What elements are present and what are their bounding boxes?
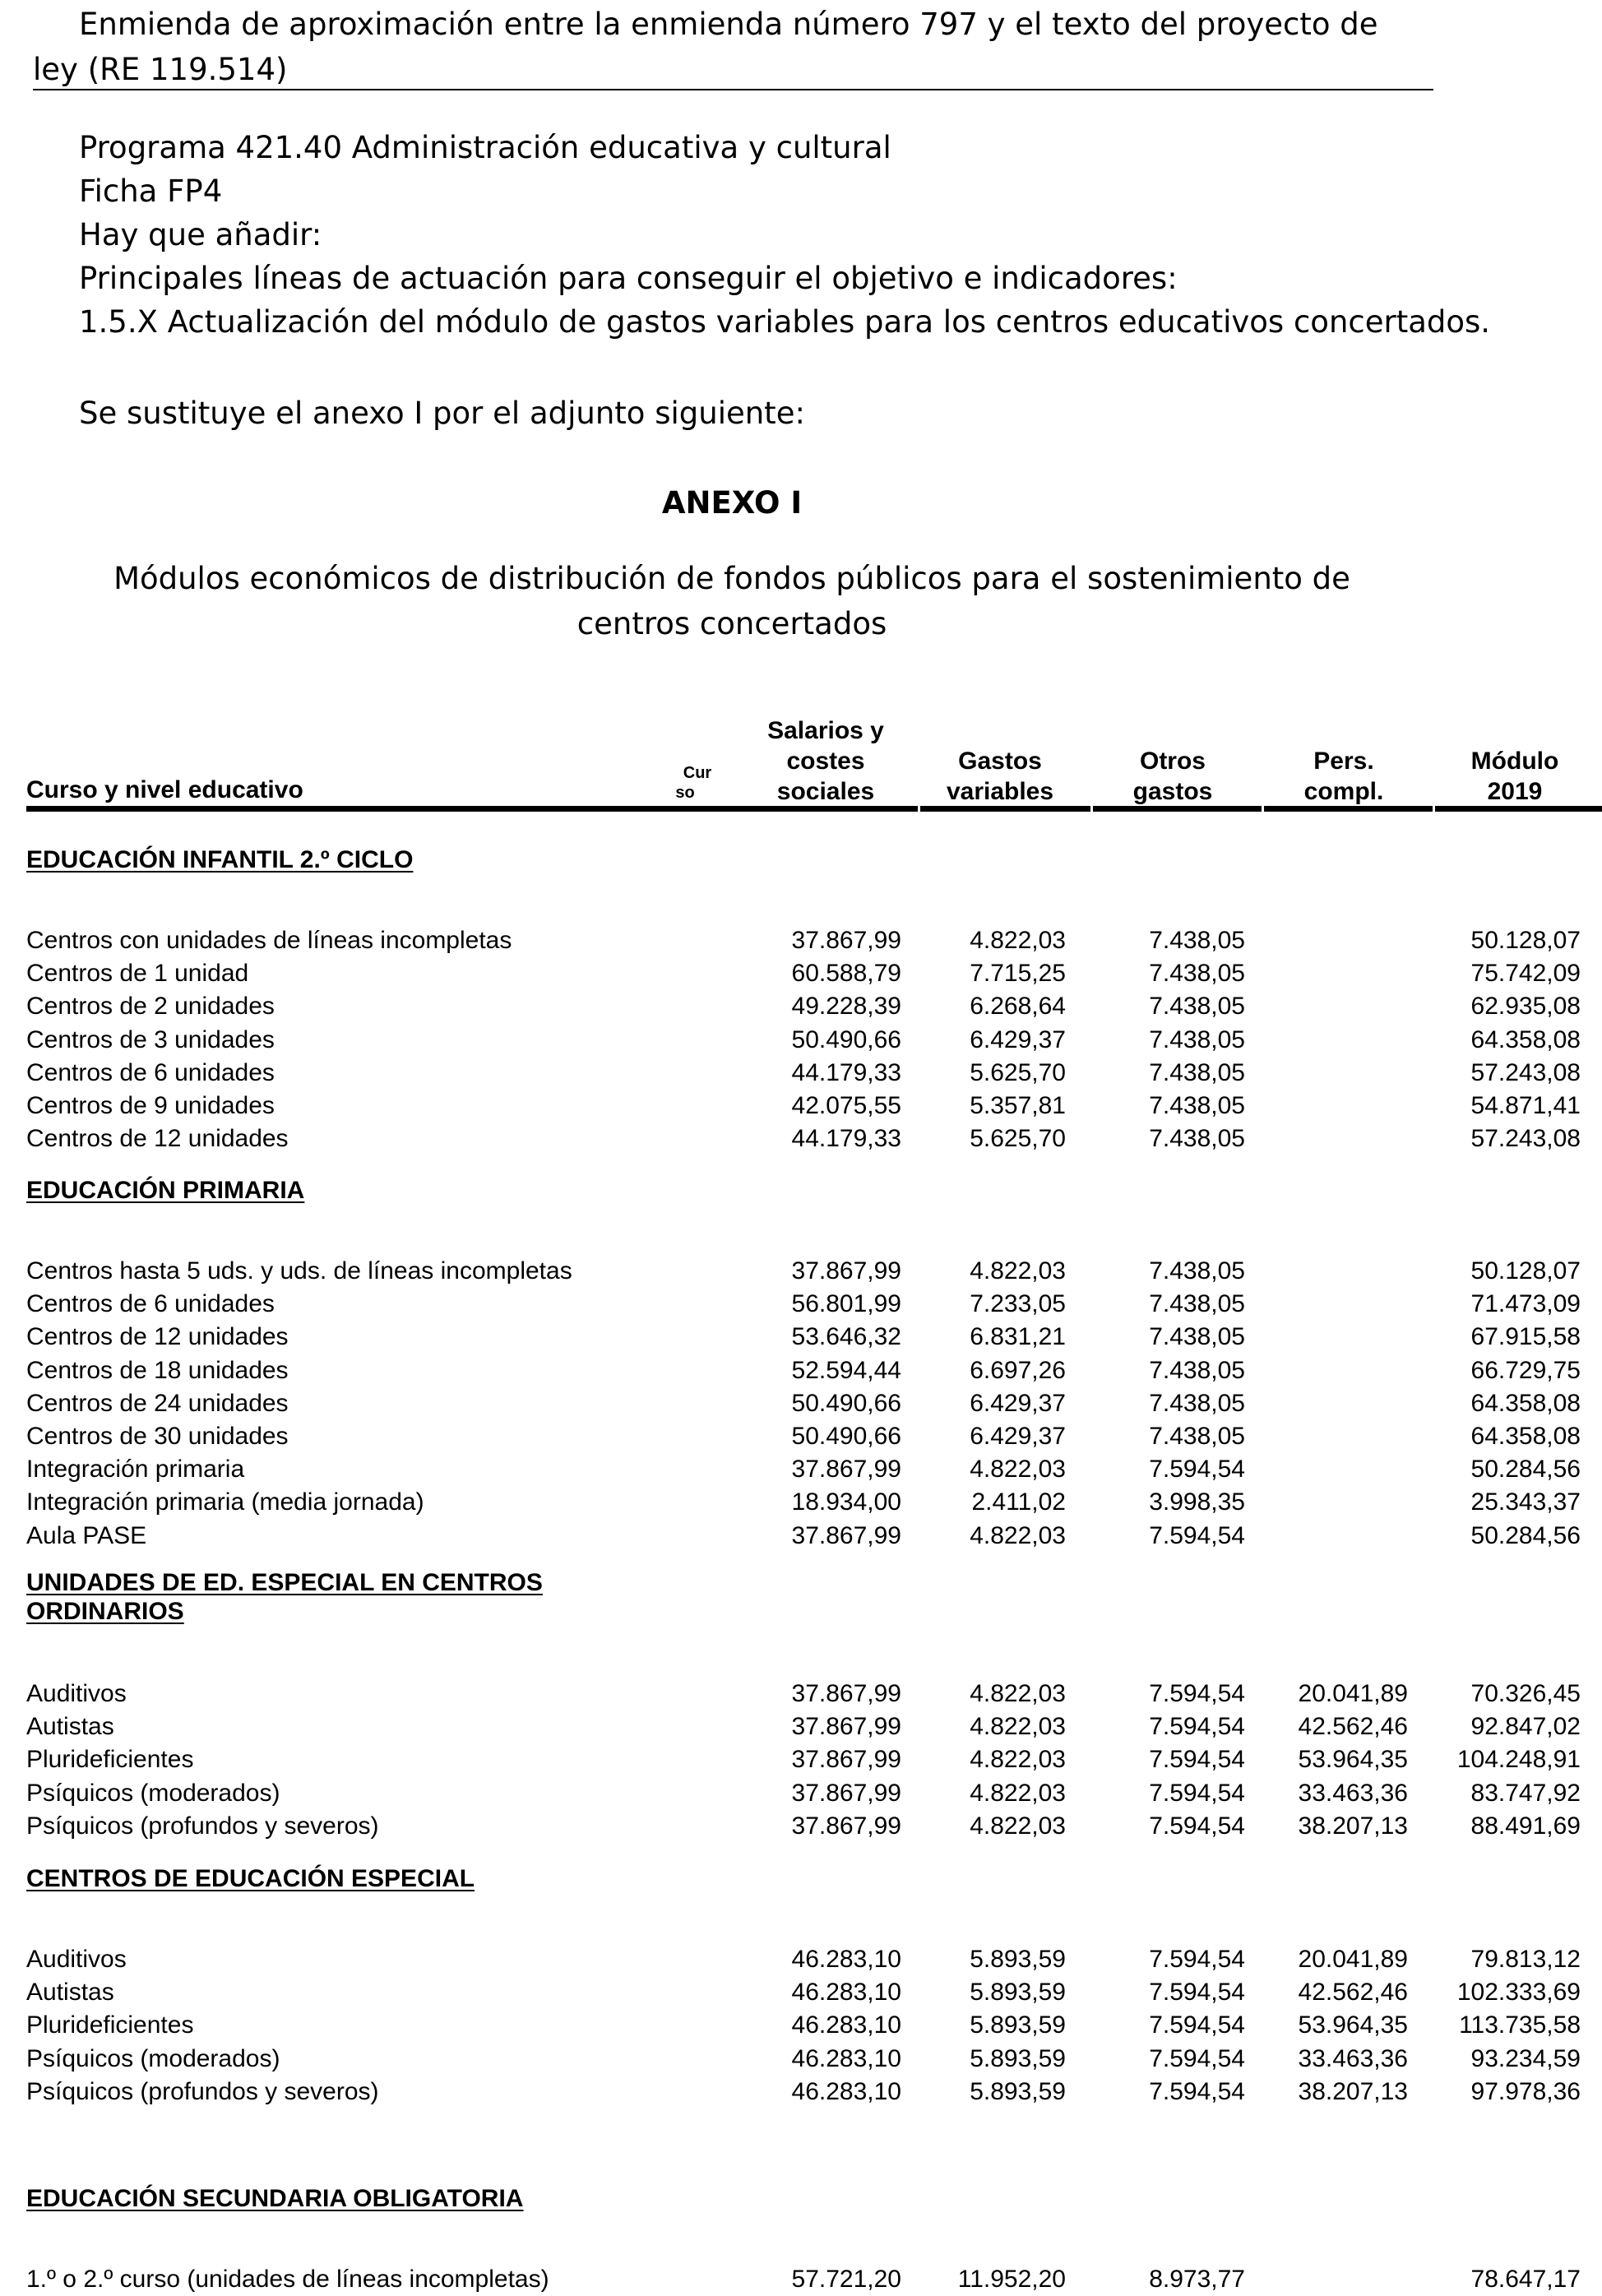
cell-modulo-2019: 64.358,08 bbox=[1470, 1389, 1581, 1417]
cell-pers-compl: 53.964,35 bbox=[1298, 1746, 1408, 1774]
header-rule-gap bbox=[1262, 806, 1264, 812]
table-row bbox=[0, 1453, 1602, 1486]
cell-otros-gastos: 7.438,05 bbox=[1149, 1323, 1245, 1351]
cell-gastos-variables: 4.822,03 bbox=[970, 927, 1066, 954]
cell-modulo-2019: 64.358,08 bbox=[1470, 1025, 1581, 1053]
cell-salarios: 42.075,55 bbox=[791, 1092, 901, 1119]
cell-otros-gastos: 7.594,54 bbox=[1149, 2044, 1245, 2072]
cell-salarios: 49.228,39 bbox=[791, 993, 901, 1021]
cell-gastos-variables: 7.233,05 bbox=[970, 1290, 1066, 1318]
row-label: Centros de 12 unidades bbox=[26, 1125, 289, 1153]
cell-salarios: 37.867,99 bbox=[791, 1257, 901, 1285]
table-row bbox=[0, 2263, 1602, 2296]
cell-modulo-2019: 50.128,07 bbox=[1470, 1257, 1581, 1285]
cell-salarios: 37.867,99 bbox=[791, 1746, 901, 1774]
cell-otros-gastos: 7.594,54 bbox=[1149, 1746, 1245, 1774]
header-rule-gap bbox=[918, 806, 920, 812]
cell-otros-gastos: 7.594,54 bbox=[1149, 1680, 1245, 1707]
cell-otros-gastos: 7.438,05 bbox=[1149, 1058, 1245, 1086]
cell-salarios: 50.490,66 bbox=[791, 1423, 901, 1450]
cell-salarios: 50.490,66 bbox=[791, 1389, 901, 1417]
table-row bbox=[0, 957, 1602, 990]
table-row bbox=[0, 1420, 1602, 1453]
row-label: Centros de 30 unidades bbox=[26, 1423, 289, 1450]
cell-gastos-variables: 4.822,03 bbox=[970, 1713, 1066, 1741]
cell-gastos-variables: 6.831,21 bbox=[970, 1323, 1066, 1351]
cell-gastos-variables: 11.952,20 bbox=[957, 2266, 1066, 2293]
cell-modulo-2019: 83.747,92 bbox=[1470, 1779, 1581, 1807]
cell-modulo-2019: 92.847,02 bbox=[1470, 1713, 1581, 1741]
cell-modulo-2019: 57.243,08 bbox=[1470, 1125, 1581, 1153]
row-label: Centros de 6 unidades bbox=[26, 1058, 275, 1086]
cell-modulo-2019: 50.284,56 bbox=[1470, 1521, 1581, 1549]
cell-salarios: 52.594,44 bbox=[791, 1356, 901, 1384]
cell-pers-compl: 42.562,46 bbox=[1298, 1979, 1408, 2007]
cell-modulo-2019: 54.871,41 bbox=[1470, 1092, 1581, 1119]
cell-modulo-2019: 71.473,09 bbox=[1470, 1290, 1581, 1318]
row-label: Centros de 1 unidad bbox=[26, 960, 249, 988]
cell-gastos-variables: 7.715,25 bbox=[970, 960, 1066, 988]
table-row bbox=[0, 1486, 1602, 1519]
table-row bbox=[0, 1387, 1602, 1420]
cell-modulo-2019: 70.326,45 bbox=[1470, 1680, 1581, 1707]
row-label: Centros de 12 unidades bbox=[26, 1323, 289, 1351]
intro-line-actualizacion: 1.5.X Actualización del módulo de gastos variables para los centros educativos concertados. bbox=[79, 304, 1491, 340]
cell-gastos-variables: 6.268,64 bbox=[970, 993, 1066, 1021]
cell-modulo-2019: 66.729,75 bbox=[1470, 1356, 1581, 1384]
cell-gastos-variables: 4.822,03 bbox=[970, 1521, 1066, 1549]
cell-gastos-variables: 5.625,70 bbox=[970, 1125, 1066, 1153]
intro-line-ficha: Ficha FP4 bbox=[79, 174, 223, 209]
cell-salarios: 37.867,99 bbox=[791, 1680, 901, 1707]
row-label: Integración primaria (media jornada) bbox=[26, 1488, 424, 1516]
cell-modulo-2019: 79.813,12 bbox=[1470, 1946, 1581, 1973]
row-label: Aula PASE bbox=[26, 1521, 147, 1549]
table-row bbox=[0, 990, 1602, 1023]
table-row bbox=[0, 1255, 1602, 1288]
intro-block bbox=[79, 126, 1559, 344]
cell-gastos-variables: 6.697,26 bbox=[970, 1356, 1066, 1384]
cell-otros-gastos: 7.438,05 bbox=[1149, 1092, 1245, 1119]
cell-gastos-variables: 4.822,03 bbox=[970, 1680, 1066, 1707]
cell-otros-gastos: 7.594,54 bbox=[1149, 1979, 1245, 2007]
row-label: Centros de 2 unidades bbox=[26, 993, 275, 1021]
cell-otros-gastos: 7.594,54 bbox=[1149, 1713, 1245, 1741]
cell-otros-gastos: 7.594,54 bbox=[1149, 1521, 1245, 1549]
intro-line-lineas: Principales líneas de actuación para conseguir el objetivo e indicadores: bbox=[79, 261, 1178, 296]
intro-line-anadir: Hay que añadir: bbox=[79, 217, 322, 252]
cell-otros-gastos: 7.438,05 bbox=[1149, 1290, 1245, 1318]
cell-otros-gastos: 7.438,05 bbox=[1149, 1125, 1245, 1153]
cell-pers-compl: 20.041,89 bbox=[1298, 1946, 1408, 1973]
cell-gastos-variables: 5.357,81 bbox=[970, 1092, 1066, 1119]
row-label: Centros hasta 5 uds. y uds. de líneas incompletas bbox=[26, 1257, 572, 1285]
cell-modulo-2019: 88.491,69 bbox=[1470, 1812, 1581, 1840]
cell-modulo-2019: 57.243,08 bbox=[1470, 1058, 1581, 1086]
row-label: Psíquicos (moderados) bbox=[26, 2044, 280, 2072]
row-label: Centros de 6 unidades bbox=[26, 1290, 275, 1318]
table-row bbox=[0, 2043, 1602, 2076]
cell-otros-gastos: 8.973,77 bbox=[1149, 2266, 1245, 2293]
cell-modulo-2019: 102.333,69 bbox=[1456, 1979, 1581, 2007]
col-header-curso-top: Cur bbox=[683, 764, 712, 782]
cell-otros-gastos: 7.438,05 bbox=[1149, 1025, 1245, 1053]
cell-salarios: 37.867,99 bbox=[791, 1812, 901, 1840]
table-row bbox=[0, 1354, 1602, 1387]
cell-gastos-variables: 4.822,03 bbox=[970, 1746, 1066, 1774]
cell-otros-gastos: 7.438,05 bbox=[1149, 1356, 1245, 1384]
table-row bbox=[0, 1057, 1602, 1090]
table-row bbox=[0, 1710, 1602, 1743]
cell-modulo-2019: 93.234,59 bbox=[1470, 2044, 1581, 2072]
annex-subtitle: Módulos económicos de distribución de fondos públicos para el sostenimiento de centros concertados bbox=[113, 561, 1350, 641]
cell-otros-gastos: 7.438,05 bbox=[1149, 1389, 1245, 1417]
table-row bbox=[0, 1976, 1602, 2009]
header-rule bbox=[26, 806, 1602, 812]
cell-salarios: 44.179,33 bbox=[791, 1058, 901, 1086]
cell-pers-compl: 38.207,13 bbox=[1298, 1812, 1408, 1840]
cell-otros-gastos: 7.594,54 bbox=[1149, 1812, 1245, 1840]
cell-salarios: 46.283,10 bbox=[791, 2044, 901, 2072]
cell-salarios: 46.283,10 bbox=[791, 2011, 901, 2039]
cell-modulo-2019: 104.248,91 bbox=[1456, 1746, 1581, 1774]
cell-otros-gastos: 7.438,05 bbox=[1149, 1257, 1245, 1285]
cell-salarios: 37.867,99 bbox=[791, 927, 901, 954]
row-label: Psíquicos (profundos y severos) bbox=[26, 2077, 379, 2105]
cell-gastos-variables: 4.822,03 bbox=[970, 1456, 1066, 1484]
row-label: Centros de 3 unidades bbox=[26, 1025, 275, 1053]
cell-gastos-variables: 5.625,70 bbox=[970, 1058, 1066, 1086]
table-row bbox=[0, 1321, 1602, 1354]
cell-gastos-variables: 5.893,59 bbox=[970, 1979, 1066, 2007]
section-title: EDUCACIÓN PRIMARIA bbox=[26, 1177, 305, 1204]
cell-salarios: 46.283,10 bbox=[791, 1979, 901, 2007]
cell-salarios: 56.801,99 bbox=[791, 1290, 901, 1318]
cell-gastos-variables: 4.822,03 bbox=[970, 1779, 1066, 1807]
cell-gastos-variables: 4.822,03 bbox=[970, 1812, 1066, 1840]
cell-otros-gastos: 7.594,54 bbox=[1149, 2077, 1245, 2105]
cell-otros-gastos: 7.594,54 bbox=[1149, 1779, 1245, 1807]
cell-otros-gastos: 7.594,54 bbox=[1149, 2011, 1245, 2039]
cell-salarios: 18.934,00 bbox=[791, 1488, 901, 1516]
cell-gastos-variables: 5.893,59 bbox=[970, 2011, 1066, 2039]
cell-pers-compl: 33.463,36 bbox=[1298, 2044, 1408, 2072]
cell-gastos-variables: 4.822,03 bbox=[970, 1257, 1066, 1285]
cell-gastos-variables: 6.429,37 bbox=[970, 1025, 1066, 1053]
cell-modulo-2019: 75.742,09 bbox=[1470, 960, 1581, 988]
cell-modulo-2019: 113.735,58 bbox=[1459, 2011, 1581, 2039]
table-row bbox=[0, 1810, 1602, 1843]
row-label: Centros de 9 unidades bbox=[26, 1092, 275, 1119]
cell-modulo-2019: 67.915,58 bbox=[1470, 1323, 1581, 1351]
cell-otros-gastos: 7.438,05 bbox=[1149, 1423, 1245, 1450]
cell-salarios: 46.283,10 bbox=[791, 1946, 901, 1973]
cell-otros-gastos: 7.438,05 bbox=[1149, 927, 1245, 954]
cell-gastos-variables: 6.429,37 bbox=[970, 1423, 1066, 1450]
cell-modulo-2019: 25.343,37 bbox=[1470, 1488, 1581, 1516]
cell-modulo-2019: 97.978,36 bbox=[1470, 2077, 1581, 2105]
document-title: Enmienda de aproximación entre la enmienda número 797 y el texto del proyecto de ley (RE 119.514) bbox=[33, 7, 1378, 87]
cell-salarios: 60.588,79 bbox=[791, 960, 901, 988]
col-header-curso-bottom: so bbox=[675, 784, 695, 802]
cell-gastos-variables: 6.429,37 bbox=[970, 1389, 1066, 1417]
cell-gastos-variables: 5.893,59 bbox=[970, 2077, 1066, 2105]
cell-otros-gastos: 3.998,35 bbox=[1149, 1488, 1245, 1516]
row-label: Autistas bbox=[26, 1979, 114, 2007]
row-label: Plurideficientes bbox=[26, 2011, 194, 2039]
cell-modulo-2019: 50.284,56 bbox=[1470, 1456, 1581, 1484]
table-row bbox=[0, 1520, 1602, 1553]
row-label: Auditivos bbox=[26, 1946, 127, 1973]
cell-pers-compl: 33.463,36 bbox=[1298, 1779, 1408, 1807]
table-row bbox=[0, 1943, 1602, 1976]
cell-modulo-2019: 62.935,08 bbox=[1470, 993, 1581, 1021]
table-row bbox=[0, 1123, 1602, 1155]
section-title: EDUCACIÓN SECUNDARIA OBLIGATORIA bbox=[26, 2185, 524, 2212]
table-row bbox=[0, 2076, 1602, 2109]
cell-salarios: 46.283,10 bbox=[791, 2077, 901, 2105]
row-label: Centros de 18 unidades bbox=[26, 1356, 289, 1384]
row-label: Auditivos bbox=[26, 1680, 127, 1707]
cell-otros-gastos: 7.594,54 bbox=[1149, 1946, 1245, 1973]
cell-salarios: 57.721,20 bbox=[791, 2266, 901, 2293]
table-row bbox=[0, 1024, 1602, 1057]
section-title: UNIDADES DE ED. ESPECIAL EN CENTROS ORDINARIOS bbox=[26, 1569, 543, 1625]
cell-modulo-2019: 50.128,07 bbox=[1470, 927, 1581, 954]
title-rule bbox=[33, 89, 1433, 90]
table-row bbox=[0, 1777, 1602, 1810]
row-label: Centros con unidades de líneas incompletas bbox=[26, 927, 512, 954]
cell-pers-compl: 20.041,89 bbox=[1298, 1680, 1408, 1707]
cell-modulo-2019: 64.358,08 bbox=[1470, 1423, 1581, 1450]
row-label: Centros de 24 unidades bbox=[26, 1389, 289, 1417]
header-rule-gap bbox=[1433, 806, 1435, 812]
row-label: Integración primaria bbox=[26, 1456, 245, 1484]
row-label: Plurideficientes bbox=[26, 1746, 194, 1774]
cell-otros-gastos: 7.438,05 bbox=[1149, 993, 1245, 1021]
substitute-note: Se sustituye el anexo I por el adjunto siguiente: bbox=[79, 396, 805, 431]
row-label: Autistas bbox=[26, 1713, 114, 1741]
row-label: 1.º o 2.º curso (unidades de líneas incompletas) bbox=[26, 2266, 549, 2293]
cell-salarios: 37.867,99 bbox=[791, 1713, 901, 1741]
row-label: Psíquicos (profundos y severos) bbox=[26, 1812, 379, 1840]
section-title: EDUCACIÓN INFANTIL 2.º CICLO bbox=[26, 846, 414, 873]
cell-pers-compl: 38.207,13 bbox=[1298, 2077, 1408, 2105]
cell-gastos-variables: 2.411,02 bbox=[971, 1488, 1066, 1516]
cell-gastos-variables: 5.893,59 bbox=[970, 1946, 1066, 1973]
cell-salarios: 37.867,99 bbox=[791, 1521, 901, 1549]
intro-line-programa: Programa 421.40 Administración educativa y cultural bbox=[79, 130, 891, 165]
table-row bbox=[0, 1288, 1602, 1321]
table-row bbox=[0, 924, 1602, 957]
cell-otros-gastos: 7.438,05 bbox=[1149, 960, 1245, 988]
section-title: CENTROS DE EDUCACIÓN ESPECIAL bbox=[26, 1865, 475, 1892]
cell-salarios: 37.867,99 bbox=[791, 1779, 901, 1807]
table-row bbox=[0, 2009, 1602, 2042]
table-row bbox=[0, 1678, 1602, 1710]
cell-modulo-2019: 78.647,17 bbox=[1470, 2266, 1581, 2293]
cell-pers-compl: 53.964,35 bbox=[1298, 2011, 1408, 2039]
cell-salarios: 44.179,33 bbox=[791, 1125, 901, 1153]
cell-salarios: 50.490,66 bbox=[791, 1025, 901, 1053]
cell-gastos-variables: 5.893,59 bbox=[970, 2044, 1066, 2072]
row-label: Psíquicos (moderados) bbox=[26, 1779, 280, 1807]
annex-title: ANEXO I bbox=[661, 485, 803, 521]
col-header-level: Curso y nivel educativo bbox=[26, 776, 303, 803]
cell-salarios: 53.646,32 bbox=[791, 1323, 901, 1351]
cell-otros-gastos: 7.594,54 bbox=[1149, 1456, 1245, 1484]
cell-pers-compl: 42.562,46 bbox=[1298, 1713, 1408, 1741]
table-row bbox=[0, 1090, 1602, 1123]
header-rule-gap bbox=[1090, 806, 1093, 812]
cell-salarios: 37.867,99 bbox=[791, 1456, 901, 1484]
table-row bbox=[0, 1743, 1602, 1776]
